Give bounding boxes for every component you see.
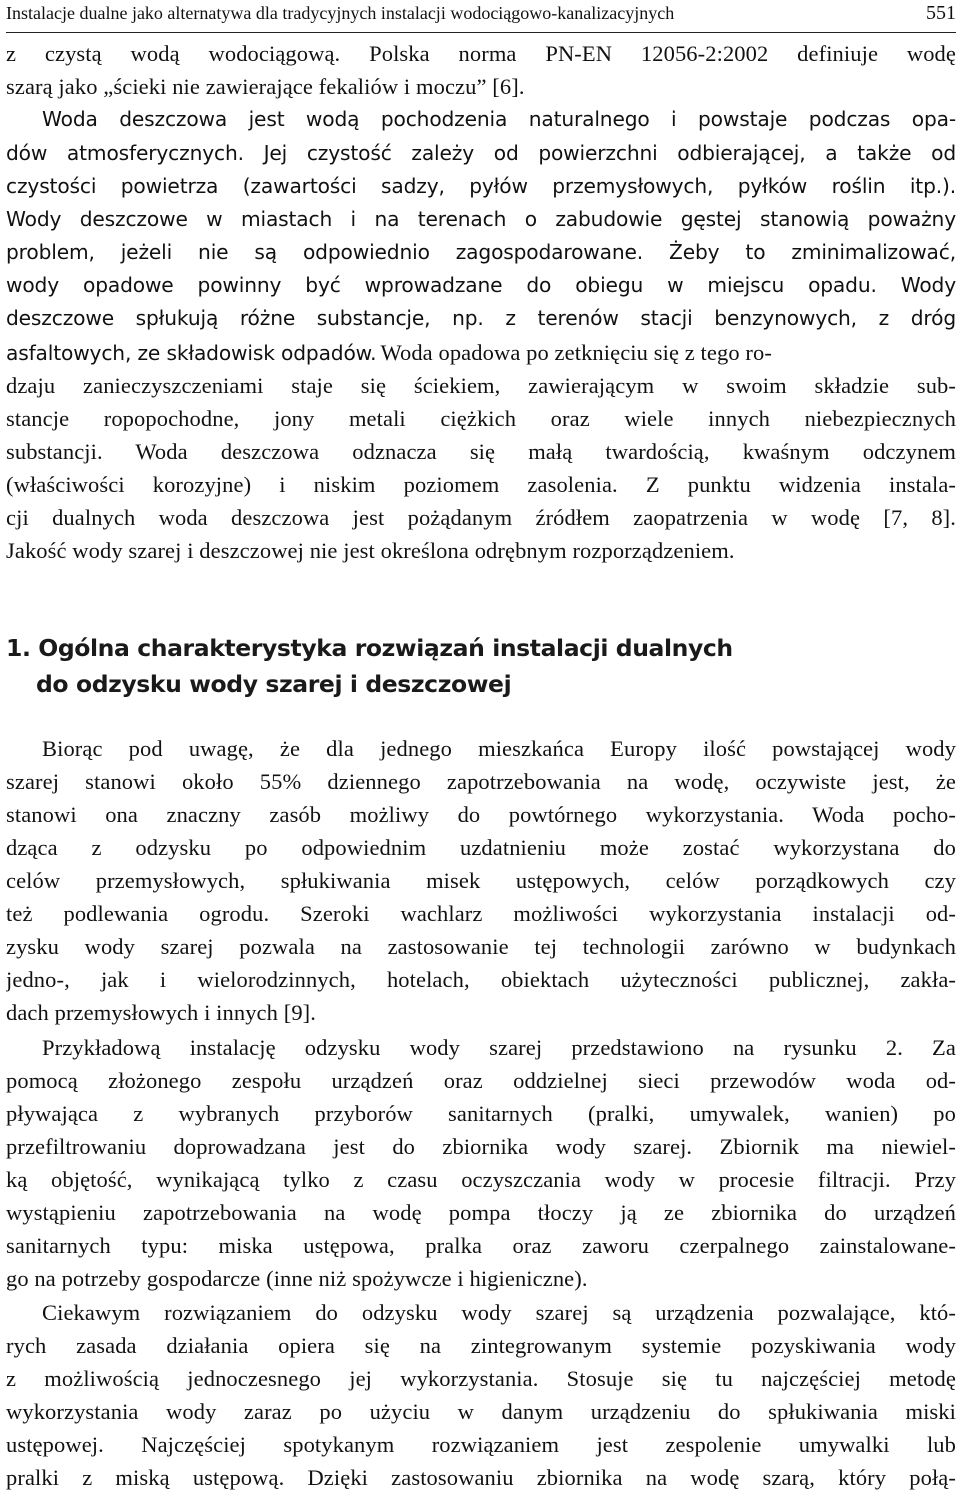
text-line: pomocą złożonego zespołu urządzeń oraz oddzielnej sieci przewodów woda od- [6, 1068, 956, 1093]
text-span: asfaltowych, ze składowisk odpadów. [6, 341, 377, 365]
text-line: stancje ropopochodne, jony metali ciężkich oraz wiele innych niebezpiecznych [6, 406, 956, 431]
text-line: ustępowej. Najczęściej spotykanym rozwiązaniem jest zespolenie umywalki lub [6, 1432, 956, 1457]
text-line: też podlewania ogrodu. Szeroki wachlarz możliwości wykorzystania instalacji od- [6, 901, 956, 926]
text-line: go na potrzeby gospodarcze (inne niż spożywcze i higieniczne). [6, 1266, 588, 1291]
text-line: czystości powietrza (zawartości sadzy, pyłów przemysłowych, pyłków roślin itp.). [6, 174, 956, 198]
page-number: 551 [926, 2, 956, 24]
text-line: dach przemysłowych i innych [9]. [6, 1000, 316, 1025]
text-line: Woda deszczowa jest wodą pochodzenia naturalnego i powstaje podczas opa- [42, 107, 956, 131]
text-line: jedno-, jak i wielorodzinnych, hotelach, obiektach użyteczności publicznej, zakła- [6, 967, 956, 992]
text-line: dzaju zanieczyszczeniami staje się ściekiem, zawierającym w swoim składzie sub- [6, 373, 956, 398]
text-span: Woda opadowa po zetknięciu się z tego ro- [380, 340, 772, 365]
text-line: szarej stanowi około 55% dziennego zapotrzebowania na wodę, oczywiste jest, że [6, 769, 956, 794]
text-line: ką objętość, wynikającą tylko z czasu oczyszczania wody w procesie filtracji. Przy [6, 1167, 956, 1192]
text-line: dząca z odzysku po odpowiednim uzdatnieniu może zostać wykorzystana do [6, 835, 956, 860]
text-line: Ciekawym rozwiązaniem do odzysku wody szarej są urządzenia pozwalające, któ- [42, 1300, 956, 1325]
text-line: z możliwością jednoczesnego jej wykorzystania. Stosuje się tu najczęściej metodę [6, 1366, 956, 1391]
text-line: stanowi ona znaczny zasób możliwy do powtórnego wykorzystania. Woda pocho- [6, 802, 956, 827]
text-line: pralki z miską ustępową. Dzięki zastosowaniu zbiornika na wodę szarą, który połą- [6, 1465, 956, 1490]
text-line: Jakość wody szarej i deszczowej nie jest określona odrębnym rozporządzeniem. [6, 538, 735, 563]
text-line: sanitarnych typu: miska ustępowa, pralka oraz zaworu czerpalnego zainstalowane- [6, 1233, 956, 1258]
section-heading-line: 1. Ogólna charakterystyka rozwiązań instalacji dualnych [6, 634, 733, 662]
text-line: substancji. Woda deszczowa odznacza się małą twardością, kwaśnym odczynem [6, 439, 956, 464]
text-line: Przykładową instalację odzysku wody szarej przedstawiono na rysunku 2. Za [42, 1035, 956, 1060]
text-line: (właściwości korozyjne) i niskim poziomem zasolenia. Z punktu widzenia instala- [6, 472, 956, 497]
text-line: szarą jako „ścieki nie zawierające fekaliów i moczu” [6]. [6, 74, 525, 99]
text-line: Biorąc pod uwagę, że dla jednego mieszkańca Europy ilość powstającej wody [42, 736, 956, 761]
text-line: wykorzystania wody zaraz po użyciu w danym urządzeniu do spłukiwania miski [6, 1399, 956, 1424]
text-line: celów przemysłowych, spłukiwania misek ustępowych, celów porządkowych czy [6, 868, 956, 893]
text-line: deszczowe spłukują różne substancje, np. z terenów stacji benzynowych, z dróg [6, 306, 956, 330]
text-line: przefiltrowaniu doprowadzana jest do zbiornika wody szarej. Zbiornik ma niewiel- [6, 1134, 956, 1159]
text-line: pływająca z wybranych przyborów sanitarnych (pralki, umywalek, wanien) po [6, 1101, 956, 1126]
text-line: z czystą wodą wodociągową. Polska norma PN-EN 12056-2:2002 definiuje wodę [6, 41, 956, 66]
text-line-mixed [6, 336, 956, 369]
text-line: zysku wody szarej pozwala na zastosowanie tej technologii zarówno w budynkach [6, 934, 956, 959]
running-title: Instalacje dualne jako alternatywa dla tradycyjnych instalacji wodociągowo-kanalizacyjnych [6, 3, 675, 23]
running-header [6, 0, 956, 33]
text-line: problem, jeżeli nie są odpowiednio zagospodarowane. Żeby to zminimalizować, [6, 240, 956, 264]
section-heading-line: do odzysku wody szarej i deszczowej [36, 670, 512, 698]
text-line: rych zasada działania opiera się na zintegrowanym systemie pozyskiwania wody [6, 1333, 956, 1358]
text-line: dów atmosferycznych. Jej czystość zależy od powierzchni odbierającej, a także od [6, 141, 956, 165]
text-line: wystąpieniu zapotrzebowania na wodę pompa tłoczy ją ze zbiornika do urządzeń [6, 1200, 956, 1225]
text-line: cji dualnych woda deszczowa jest pożądanym źródłem zaopatrzenia w wodę [7, 8]. [6, 505, 956, 530]
text-line: wody opadowe powinny być wprowadzane do obiegu w miejscu opadu. Wody [6, 273, 956, 297]
text-line: Wody deszczowe w miastach i na terenach o zabudowie gęstej stanowią poważny [6, 207, 956, 231]
